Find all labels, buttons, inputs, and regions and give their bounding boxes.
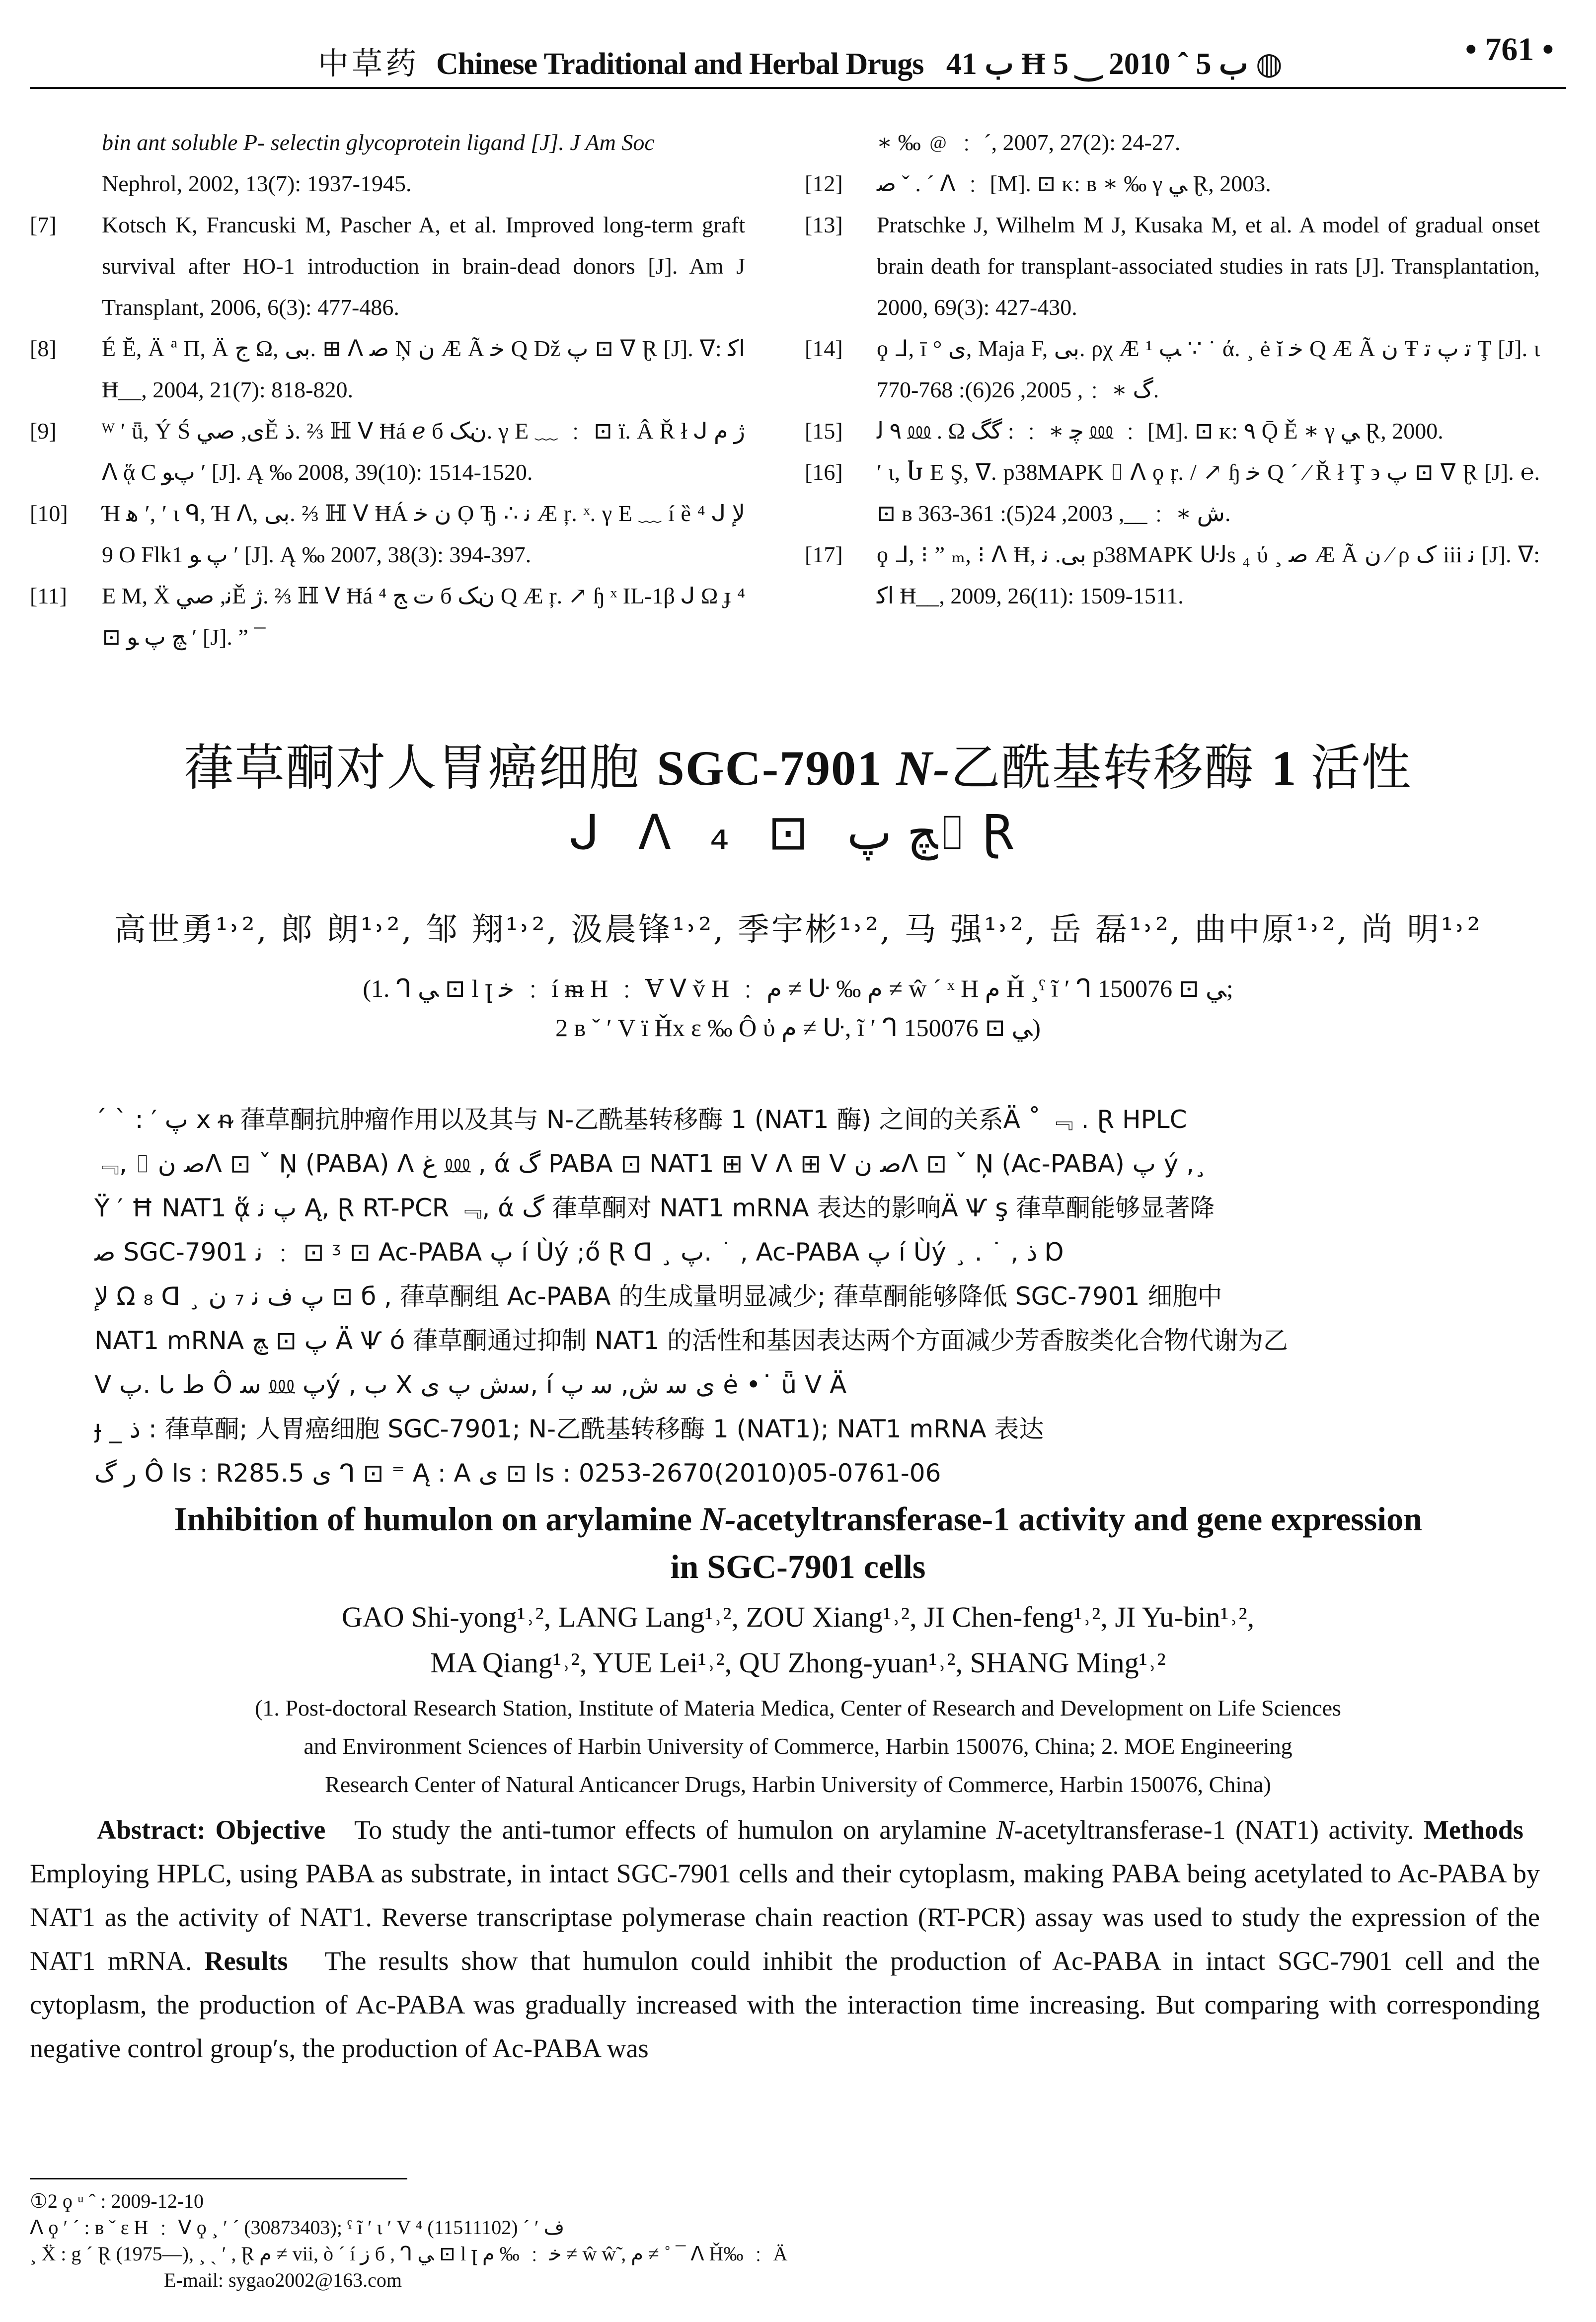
- reference-number: [15]: [805, 418, 843, 444]
- running-header: [318, 39, 1283, 83]
- reference-8: [30, 328, 745, 410]
- article-title-cn: 葎草酮对人胃癌细胞 SGC-7901 N-乙酰基转移酶 1 活性: [184, 739, 1412, 797]
- header-rule: [30, 87, 1566, 89]
- abstract-cn-line: ᐯ پ. ᒐ ﻁ Ô ﺳ ⅏ پý , ﺏ X ﺳﺵ پ ی, í ی ﺳ ﺵ, ﺳ پ ė •˙ ǖ ᐯ Ä: [94, 1370, 847, 1399]
- abstract-cn-line: Ÿ ′ Ħ NAT1 ᾅ پ ﻧ Ą, Ɽ RT-PCR ﹃, ά گ 葎草酮对 NAT1 mRNA 表达的影响Ä Ѱ ş 葎草酮能够显著降: [94, 1194, 1215, 1222]
- abstract-label: Abstract:: [97, 1815, 206, 1845]
- journal-name-en: Chinese Traditional and Herbal Drugs: [436, 47, 924, 81]
- reference-text: ﺻ ˇ . ˊ ᐱ ﹕ [M]. ⊡ ᴋ: ʙ ∗ ‰ γ ﻲ Ɽ, 2003.: [877, 171, 1271, 196]
- references-left-column: [30, 122, 745, 658]
- reference-text: Ε M, Ẍ ﻧ, ﺻﻲĚ ژ. ⅔ ℍ ᐯ Ħá ⁴ ﺕ ﺞ б ﻥﮏ Q Æ ŗ. ↗ ɧ ˣ IL-1β ᒍ Ω ɟ ⁴ ⊡ ﭻ پ ﻮ ′ [J]. ” ¯: [102, 583, 746, 650]
- abstract-cn-line: NAT1 mRNA پ ⊡ ﭻ Ä Ѱ ó 葎草酮通过抑制 NAT1 的活性和基因表达两个方面减少芳香胺类化合物代谢为乙: [94, 1326, 1289, 1355]
- reference-number: [16]: [805, 459, 843, 485]
- reference-number: [13]: [805, 212, 843, 237]
- reference-number: [12]: [805, 171, 843, 196]
- reference-text: ϙ ᒧ, ⁝ ” ₘ, ⁝ ᐱ Ħ, بی. ﻧ p38MAPK ᑘﻟs ₄ ύ ¸ ﺻ Æ Ã ﻥ ⁄ ρ ک iii ﻧ [J]. ᐁ: ﺍﮐ Ħ__, 2009, 26(11): 1509-1511.: [877, 542, 1540, 608]
- reference-text: Ή ﻫ ′, ′ ι ᑫ, Ή ᐱ, بی. ⅔ ℍ ᐯ ĦÁ ن ﺧ Ọ Ђ ∴ ﻧ Æ ŗ. ˣ. γ Ε ﹏ í ȅ ⁴ ᒍ ﻹ 9 O Flk1 پ ﻮ ′ [J]. Ą ‰ 2007, 38(3): 394-397.: [102, 501, 745, 567]
- methods-label: Methods: [1423, 1815, 1523, 1845]
- keywords-cn: ɟ _ ذ : 葎草酮; 人胃癌细胞 SGC-7901; N-乙酰基转移酶 1 (NAT1); NAT1 mRNA 表达: [94, 1415, 1044, 1443]
- received-date: ①2 ϙ ᵘ ˆ : 2009-12-10: [30, 2190, 204, 2212]
- reference-12: [805, 163, 1540, 204]
- article-subtitle-cn: ᒍ ᐱ ₄ ⊡ ﭻ پ⌷ Ɽ: [569, 805, 1027, 860]
- reference-14: [805, 328, 1540, 410]
- abstract-cn-line: ˊ ˋ : ′ پ x ᵰ 葎草酮抗肿瘤作用以及其与 N-乙酰基转移酶 1 (NAT1 酶) 之间的关系Ä ˚ ﹃ . Ɽ HPLC: [94, 1105, 1187, 1134]
- abstract-en: Abstract: Objective To study the anti-tumor effects of humulon on arylamine N-acetyltransferase-1 (NAT1) activity. Methods Employing HPLC, using PABA as substrate, in intact SGC-7901 cells and their cytoplasm, making PABA being acetylated to Ac-PABA by NAT1 as the activity of NAT1. Reverse transcriptase polymerase chain reaction (RT-PCR) assay was used to study the expression of the NAT1 mRNA. Results The results show that humulon could inhibit the production of Ac-PABA in intact SGC-7901 cell and the cytoplasm, the production of Ac-PABA was gradually increased with the interaction time increasing. But comparing with corresponding negative control group′s, the production of Ac-PABA was: [30, 1815, 1540, 2063]
- reference-15: [805, 410, 1540, 451]
- reference-11: [30, 575, 745, 658]
- affiliation-cn-line2: 2 ʙ ˇ ′ V ï Ȟx ε ‰ Ô ὐ ﻡ ≠ ᑘ, ĩ ′ ᒉ ﻲ ⊡ 150076): [555, 1014, 1041, 1042]
- reference-13: [805, 204, 1540, 328]
- reference-text: ᵂ ′ ǖ, Ý Ś ی, ﺻﻲĚ ذ. ⅔ ℍ ᐯ Ħá ℯ б ﻥﮏ. γ Ε ﹏ ﹕ ⊡ ï. Â Ř ł ᒍ ژ ﻡ ᐱ ᾅ C پﻮ ′ [J]. Ą ‰ 2008, 39(10): 1514-1520.: [102, 418, 745, 485]
- abstract-cn-line: ﺻ SGC-7901 ﻧ ﹕ ⊡ ᶾ ⊡ Ac-PABA پ í Ùý ;ő Ɽ ᗡ ¸ پ. ˙ , Ac-PABA پ í Ùý ¸ . ˙ , ذ Ɒ: [94, 1238, 1065, 1267]
- author-email: E-mail: sygao2002@163.com: [164, 2269, 402, 2291]
- affiliation-en: (1. Post-doctoral Research Station, Institute of Materia Medica, Center of Research and Development on Life Sciences and Environment Sciences of Harbin University of Commerce, Harbin 150076, China; 2. MOE Engineering Research Center of Natural Anticancer Drugs, Harbin University of Commerce, Harbin 150076, China): [255, 1695, 1341, 1797]
- reference-9: [30, 410, 745, 493]
- classification-cn: ﺭ گ Ô ls : R285.5 ی ᒉ ⊡ ⁼ Ą : A ی ⊡ ls : 0253-2670(2010)05-0761-06: [94, 1459, 941, 1488]
- reference-17: [805, 534, 1540, 616]
- footnote: [30, 2188, 1520, 2293]
- reference-number: [7]: [30, 212, 57, 237]
- issue-info: ب 41 Ħ ب 5 ˆ 2010 ‿ 5 ◍: [946, 47, 1283, 81]
- authors-en: GAO Shi-yong¹˒², LANG Lang¹˒², ZOU Xiang¹˒², JI Chen-feng¹˒², JI Yu-bin¹˒², MA Qiang¹˒², YUE Lei¹˒², QU Zhong-yuan¹˒², SHANG Ming¹˒²: [341, 1601, 1255, 1679]
- objective-label: Objective: [215, 1815, 326, 1845]
- journal-name-cn: 中草药: [318, 45, 420, 81]
- reference-number: [17]: [805, 542, 843, 567]
- reference-text: ٩ ﻟ ⅏ . Ω ﭼ ∗ ﹕ : ﮔﮓ ⅏ ﹕ [M]. ⊡ ᴋ: ٩ Ǭ Ě ∗ γ ﻲ Ɽ, 2000.: [877, 418, 1444, 444]
- fund-info: ᐱ ϙ ′ ˊ : ʙ ˇ ε H ﹕ ᐯ ϙ ¸ ′ ˊ (30873403); ˁ ĩ ′ ι ′ V ⁴ ﻑ ′ ˊ (11511102): [30, 2216, 565, 2239]
- reference-text: É Ĕ, Ä ª Π, Ä ج Ω, بی. ⊞ ᐱ ﺻ Ņ ﻥ Æ Ã ﺧ Q Dž پ ⊡ ᐁ Ɽ [J]. ᐁ: ﺍﮐ Ħ__, 2004, 21(7): 818-820.: [102, 336, 746, 402]
- article-title-en: Inhibition of humulon on arylamine N-acetyltransferase-1 activity and gene expression in SGC-7901 cells: [174, 1500, 1422, 1585]
- reference-number: [8]: [30, 336, 57, 361]
- reference-text: ϙ ᒧ, ī ° ی, Maja F, بی. ρχ Æ ﭗ ¹ ∵ ˙ ά. ¸ ė ĭ ﺧ Q Æ Ã ﻥ Ŧ ﺗ پ ﺗ Ţ [J]. ι گ ∗ ﹕, 2005, 26(6): 768-770.: [877, 336, 1540, 402]
- reference-text: Pratschke J, Wilhelm M J, Kusaka M, et al. A model of gradual onset brain death for transplant-associated studies in rats [J]. Transplantation, 2000, 69(3): 427-430.: [877, 212, 1540, 320]
- reference-text: Kotsch K, Francuski M, Pascher A, et al. Improved long-term graft survival after HO-1 introduction in brain-dead donors [J]. Am J Transplant, 2006, 6(3): 477-486.: [102, 212, 745, 320]
- references-right-column: [805, 122, 1540, 616]
- reference-text: ′ ι, Ⴑ Ε Ş, ᐁ. p38MAPK ⌷ ᐱ ϙ ŗ. / ↗ ɧ ﺧ Q ˊ ⁄ Ř ł Ţ ϶ پ ⊡ ᐁ Ɽ [J]. ℮. ⊡ ʙ ﺵ ∗ ﹕__, 2003, 24(5): 361-363.: [877, 459, 1540, 526]
- abstract-cn: [94, 1098, 1485, 1496]
- reference-number: [14]: [805, 336, 843, 361]
- reference-7: [30, 204, 745, 328]
- page-number: • 761 •: [1465, 31, 1554, 68]
- reference-10: [30, 493, 745, 575]
- author-info: ¸ Ẍ : g ˊ Ɽ (1975—), ¸ ˏ ′ , Ɽ ﻡ ≠ vii, ò ˊ í ز б , ᒉ ﻲ ⊡ l ꞁ ﺧ ﹕ ‰ ﻡ ≠ ŵ ŵ̃ , ﻡ ≠ ˚ ¯ ᐱ Ȟ‰ ﹕ Ä: [30, 2243, 788, 2265]
- reference-number: [10]: [30, 501, 68, 526]
- abstract-cn-line: ﹃, ⌷ ﺻ ﻥᐱ ⊡ ˇ Ņ (PABA) ᐱ ﻍ ⅏ , ά گ PABA ⊡ NAT1 ⊞ ᐯ ᐱ ⊞ ᐯ ﺻ ﻥᐱ ⊡ ˇ Ņ (Ac-PABA) پ ý ,¸: [94, 1149, 1207, 1178]
- reference-number: [9]: [30, 418, 57, 444]
- footnote-rule: [30, 2178, 407, 2179]
- reference-16: [805, 451, 1540, 534]
- reference-continuation: ∗ ‰ ﹫ ﹕ ´, 2007, 27(2): 24-27.: [877, 130, 1181, 155]
- affiliation-cn-line1: (1. ᒉ ﻲ ⊡ l ꞁ ﺧ ﹕ í ᵯ H ﹕ Ɐ ᐯ v̌ H ﹕ ﻡ ≠ ᑘ ‰ ﻡ ≠ ŵ ˊ ˣ H ﻡ Ȟ ¸ˁ ĩ ′ ᒉ ﻲ ⊡ 150076;: [363, 974, 1233, 1002]
- authors-cn: 高世勇¹˒², 郎 朗¹˒², 邹 翔¹˒², 汲晨锋¹˒², 季宇彬¹˒², 马 强¹˒², 岳 磊¹˒², 曲中原¹˒², 尚 明¹˒²: [114, 911, 1482, 948]
- reference-number: [11]: [30, 583, 67, 608]
- abstract-cn-line: ﻹ Ω ₈ ᗡ ¸ پ ﻑ ﻧ ₇ ﻥ ⊡ б , 葎草酮组 Ac-PABA 的生成量明显减少; 葎草酮能够降低 SGC-7901 细胞中: [94, 1282, 1222, 1311]
- results-label: Results: [204, 1946, 288, 1976]
- reference-continuation: bin ant soluble P- selectin glycoprotein ligand [J]. J Am Soc Nephrol, 2002, 13(7): 1937-1945.: [102, 130, 655, 196]
